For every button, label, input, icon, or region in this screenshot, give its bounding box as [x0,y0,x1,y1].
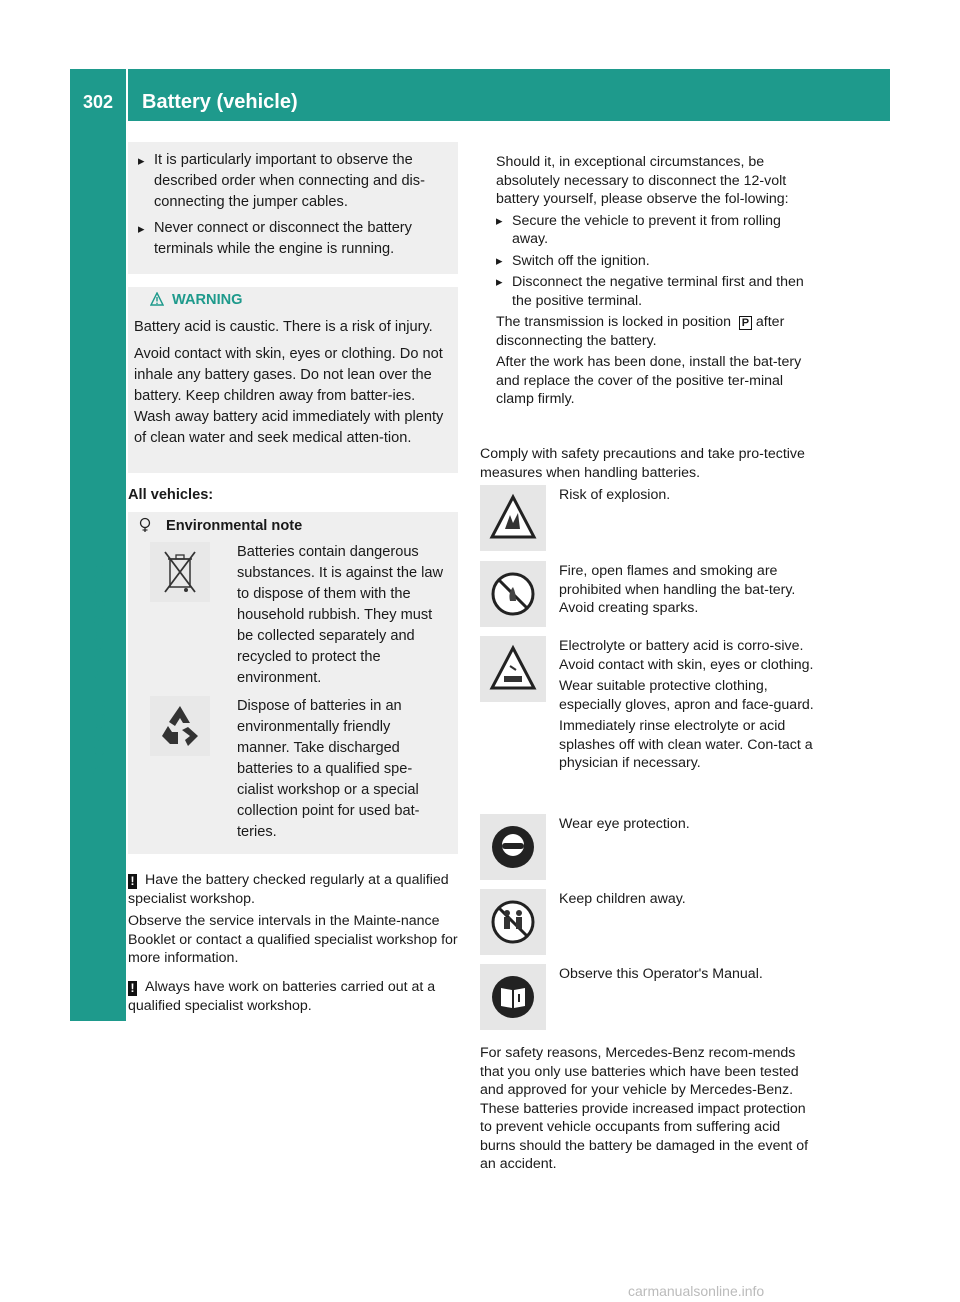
intro-text: Should it, in exceptional circumstances, be absolutely necessary to disconnect the 12-volt battery yourself, please observe the fol-lowing: [496,154,789,207]
recycle-icon [150,696,210,756]
page-number: 302 [82,92,114,112]
locked-text-post: after disconnecting the battery. [496,314,785,349]
all-vehicles-heading: All vehicles: [128,487,214,503]
comply-text: Comply with safety precautions and take pro-tective measures when handling batteries. [480,446,805,481]
list-item [138,150,452,213]
note-text-2: Observe the service intervals in the Mainte-nance Booklet or contact a qualified specialist workshop for more information. [128,913,458,966]
disconnect-instructions [496,153,814,409]
list-item-text: Secure the vehicle to prevent it from rolling away. [512,212,781,247]
symbol-text-eye-protection: Wear eye protection. [559,816,690,832]
list-item [496,273,814,310]
symbol-text-children: Keep children away. [559,891,686,907]
keep-children-away-icon [480,889,546,955]
env-note-title-row [138,516,452,537]
warning-content [134,290,454,449]
symbol-text-corrosive [559,637,815,773]
corrosive-text-3: Immediately rinse electrolyte or acid splashes off with clean water. Con-tact a physician if necessary. [559,718,813,771]
list-item [496,212,814,249]
list-item-text: Disconnect the negative terminal first and then the positive terminal. [512,274,804,309]
warning-label: WARNING [172,292,243,308]
note-checked-regularly [128,871,460,968]
header-divider [126,69,128,121]
warning-text-2: Avoid contact with skin, eyes or clothing. Do not inhale any battery gases. Do not lean over the battery. Keep children away from batter-ies. Wash away battery acid immediately with plenty of clean water and seek medical atten-tion. [134,346,444,446]
corrosive-text-2: Wear suitable protective clothing, especially gloves, apron and face-guard. [559,678,814,713]
list-item [138,218,452,260]
no-fire-icon [480,561,546,627]
warning-text-1: Battery acid is caustic. There is a risk of injury. [134,319,433,335]
corrosive-text-1: Electrolyte or battery acid is corro-sive. Avoid contact with skin, eyes or clothing. [559,638,814,673]
note-text: Always have work on batteries carried out at a qualified specialist workshop. [128,979,436,1014]
list-item [496,252,814,271]
operators-manual-icon [480,964,546,1030]
exclamation-icon: ! [128,981,137,996]
page-title: Battery (vehicle) [142,91,298,113]
locked-text [496,313,814,350]
note-workshop [128,978,460,1015]
section-label: Breakdown assistance [88,562,110,778]
list-item-text: Switch off the ignition. [512,252,650,269]
symbol-text-explosion: Risk of explosion. [559,487,671,503]
exclamation-icon: ! [128,874,137,889]
eye-protection-icon [480,814,546,880]
park-position-symbol: P [739,316,752,330]
locked-text-pre: The transmission is locked in position [496,314,731,330]
env-note-text-1: Batteries contain dangerous substances. It is against the law to dispose of them with the household rubbish. They must be collected separately and recycled to protect the environment. [237,544,444,686]
symbol-text-no-fire: Fire, open flames and smoking are prohibited when handling the bat-tery. Avoid creating sparks. [559,563,796,616]
bullet-list-top [138,150,452,260]
symbol-text-manual: Observe this Operator's Manual. [559,966,763,982]
crossed-bin-icon [150,542,210,602]
list-item-text: Never connect or disconnect the battery terminals while the engine is running. [154,220,412,257]
watermark: carmanualsonline.info [628,1283,765,1299]
note-text: Have the battery checked regularly at a qualified specialist workshop. [128,872,449,907]
closing-text: For safety reasons, Mercedes-Benz recom-mends that you only use batteries which have been tested and approved for your vehicle by Mercedes-Benz. These batteries provide increased impact protection to prevent vehicle occupants from suffering acid burns should the battery be damaged in the event of an accident. [480,1045,809,1172]
corrosive-warning-icon [480,636,546,702]
env-note-text-2: Dispose of batteries in an environmentally friendly manner. Take discharged batteries to a qualified spe-cialist workshop or a special collection point for used bat-teries. [237,698,420,840]
warning-icon [150,292,164,306]
after-work-text: After the work has been done, install the bat-tery and replace the cover of the positive ter-minal clamp firmly. [496,354,802,407]
list-item-text: It is particularly important to observe the described order when connecting and dis-connecting the jumper cables. [154,152,425,210]
lightbulb-icon [138,517,152,533]
explosion-warning-icon [480,485,546,551]
env-note-title: Environmental note [166,518,303,534]
